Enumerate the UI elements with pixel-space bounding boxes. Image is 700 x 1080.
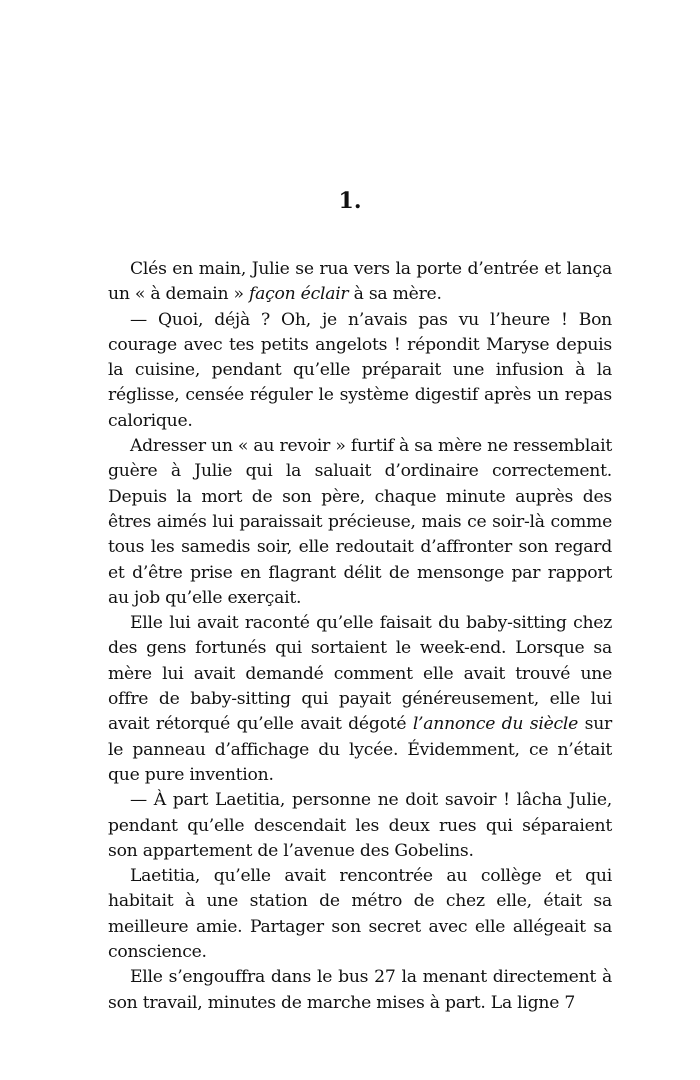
chapter-body <box>108 257 612 1016</box>
italic-segment: façon éclair <box>249 284 349 305</box>
text-segment: sur le panneau d’affichage du lycée. Évidemment, ce n’était que pure invention. <box>108 714 613 785</box>
text-segment: — À part Laetitia, personne ne doit savoir ! lâcha Julie, pendant qu’elle descendait les deux rues qui séparaient son appartement de l’avenue des Gobelins. <box>108 790 612 861</box>
paragraph <box>108 257 612 308</box>
text-segment: Clés en main, Julie se rua vers la porte d’entrée et lança un « à demain » <box>108 259 612 305</box>
text-segment: Elle lui avait raconté qu’elle faisait du baby-sitting chez des gens fortunés qui sortaient le week-end. Lorsque sa mère lui avait demandé comment elle avait trouvé une offre de baby-sitting qui payait généreusement, elle lui avait rétorqué qu’elle avait dégoté <box>108 613 612 735</box>
text-segment: à sa mère. <box>348 284 442 305</box>
paragraph <box>108 434 612 611</box>
paragraph <box>108 965 612 1016</box>
paragraph <box>108 611 612 788</box>
italic-segment: l’annonce du siècle <box>412 714 579 735</box>
paragraph <box>108 308 612 434</box>
paragraph <box>108 788 612 864</box>
text-segment: Adresser un « au revoir » furtif à sa mère ne ressemblait guère à Julie qui la saluait d’ordinaire correctement. Depuis la mort de son père, chaque minute auprès des êtres aimés lui paraissait précieuse, mais ce soir-là comme tous les samedis soir, elle redoutait d’affronter son regard et d’être prise en flagrant délit de mensonge par rapport au job qu’elle exerçait. <box>108 436 612 608</box>
paragraph <box>108 864 612 965</box>
text-segment: Laetitia, qu’elle avait rencontrée au collège et qui habitait à une station de métro de chez elle, était sa meilleure amie. Partager son secret avec elle allégeait sa conscience. <box>108 866 612 963</box>
text-segment: Elle s’engouffra dans le bus 27 la menant directement à son travail, minutes de marche mises à part. La ligne 7 <box>108 967 612 1013</box>
text-segment: — Quoi, déjà ? Oh, je n’avais pas vu l’heure ! Bon courage avec tes petits angelots ! répondit Maryse depuis la cuisine, pendant qu’elle préparait une infusion à la réglisse, censée réguler le système digestif après un repas calorique. <box>108 309 612 431</box>
chapter-title: 1. <box>338 188 362 214</box>
